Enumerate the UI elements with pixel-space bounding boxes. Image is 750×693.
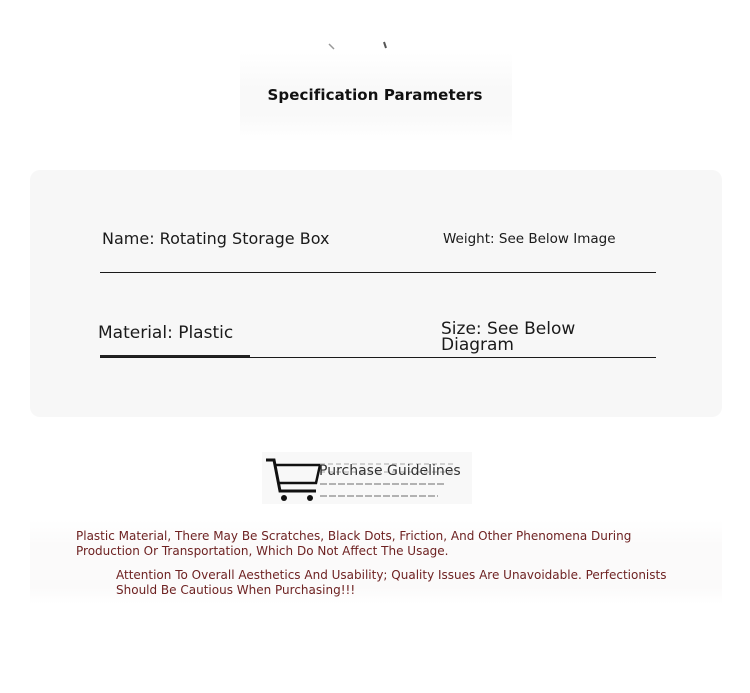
spec-name: Name: Rotating Storage Box (102, 229, 330, 248)
divider-line (100, 272, 656, 273)
spec-card (30, 170, 722, 417)
divider-accent (100, 355, 250, 357)
divider-line (100, 357, 656, 358)
guidelines-title: Purchase Guidelines (319, 463, 461, 479)
shopping-cart-icon (264, 455, 324, 505)
spec-section-title: Specification Parameters (267, 86, 483, 104)
guideline-note-1: Plastic Material, There May Be Scratches, Black Dots, Friction, And Other Phenomena During Production Or Transportation, Which Do Not Affect The Usage. (76, 529, 632, 558)
spec-material: Material: Plastic (98, 323, 234, 343)
guideline-note-2: Attention To Overall Aesthetics And Usability; Quality Issues Are Unavoidable. Perfectionists Should Be Cautious When Purchasing!!! (116, 568, 667, 597)
spec-weight: Weight: See Below Image (443, 231, 616, 247)
spec-size: Size: See Below Diagram (441, 319, 576, 355)
